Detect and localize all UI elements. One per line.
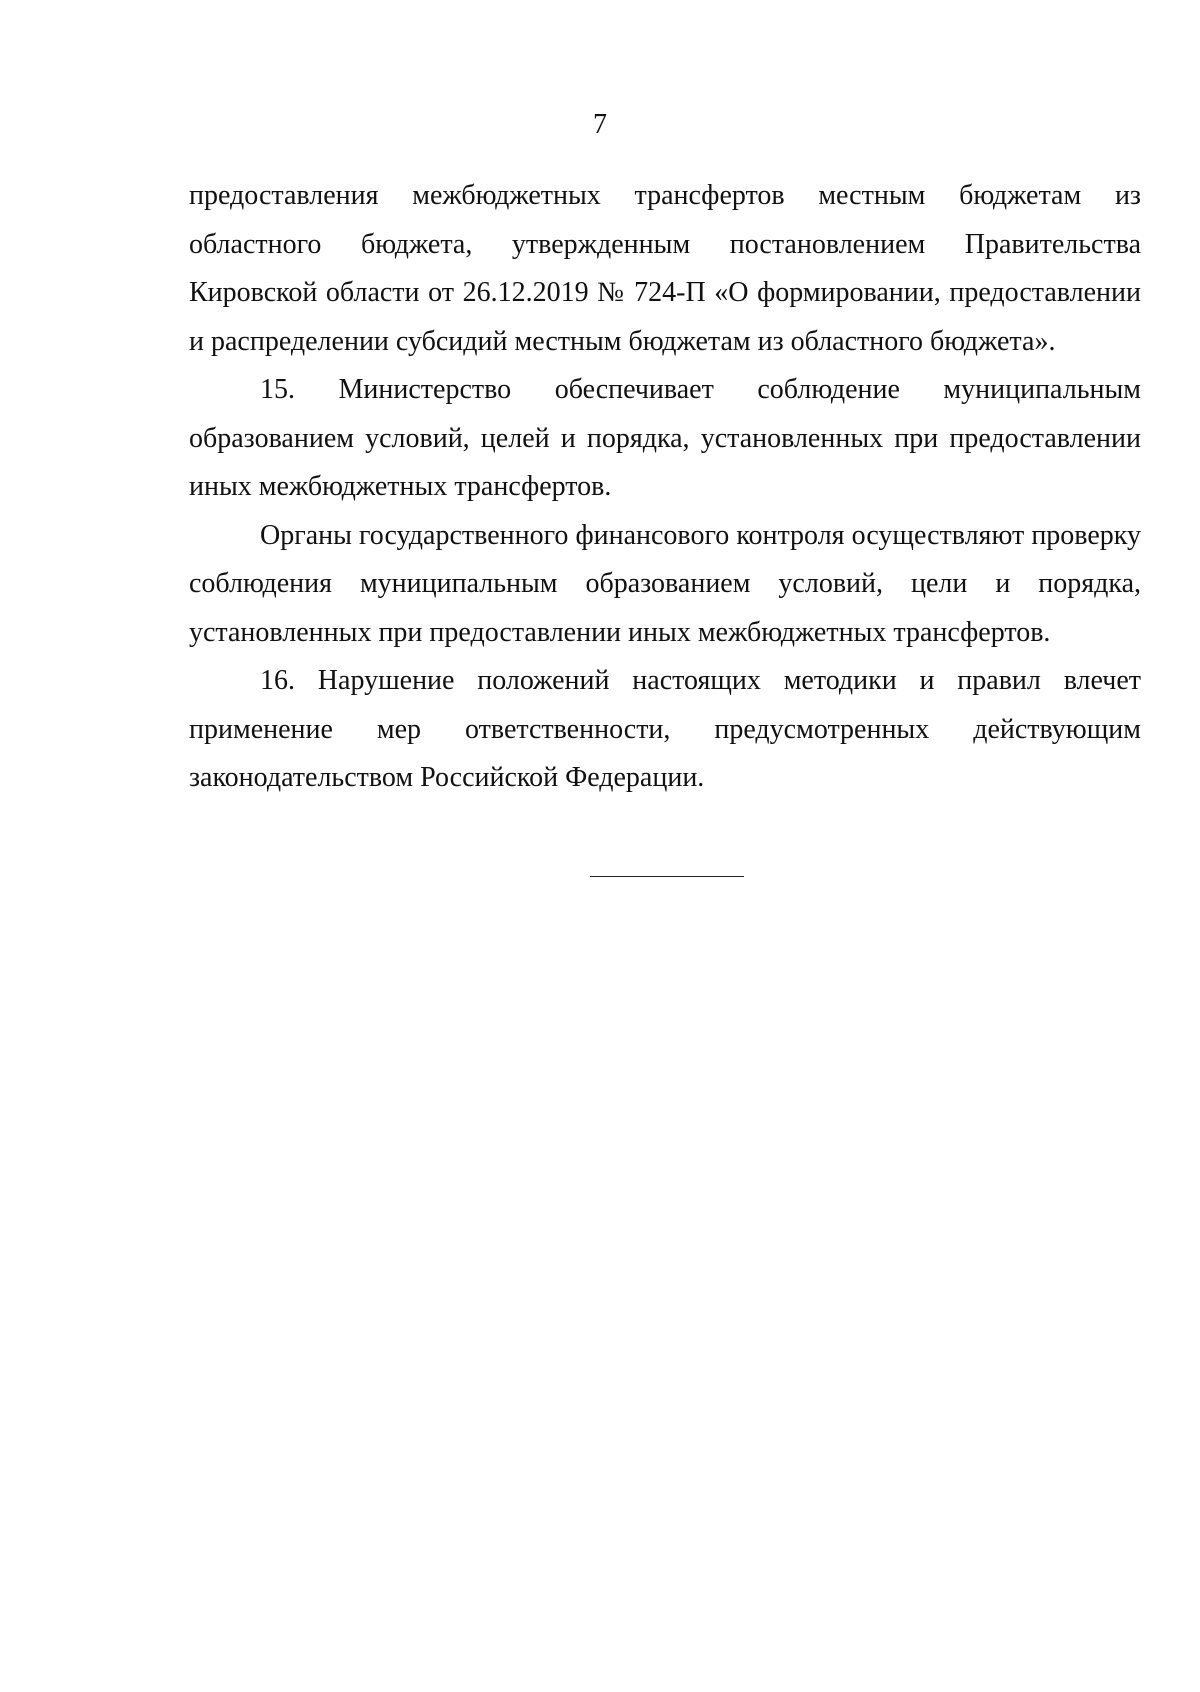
end-separator-line <box>590 876 744 877</box>
paragraph-financial-control: Органы государственного финансового контроля осуществляют проверку соблюдения муниципальным образованием условий, цели и порядка, установленных при предоставлении иных межбюджетных трансфертов. <box>189 519 1141 648</box>
paragraph-item-15: 15. Министерство обеспечивает соблюдение муниципальным образованием условий, целей и порядка, установленных при предоставлении иных межбюджетных трансфертов. <box>189 374 1141 502</box>
paragraph-continuation: предоставления межбюджетных трансфертов местным бюджетам из областного бюджета, утвержденным постановлением Правительства Кировской области от 26.12.2019 № 724-П «О формировании, предоставлении и распределении субсидий местным бюджетам из областного бюджета». <box>189 180 1141 357</box>
paragraph-item-16: 16. Нарушение положений настоящих методики и правил влечет применение мер ответственности, предусмотренных действующим законодательством Российской Федерации. <box>189 665 1141 793</box>
document-body <box>189 172 1141 803</box>
page-number: 7 <box>593 109 607 140</box>
